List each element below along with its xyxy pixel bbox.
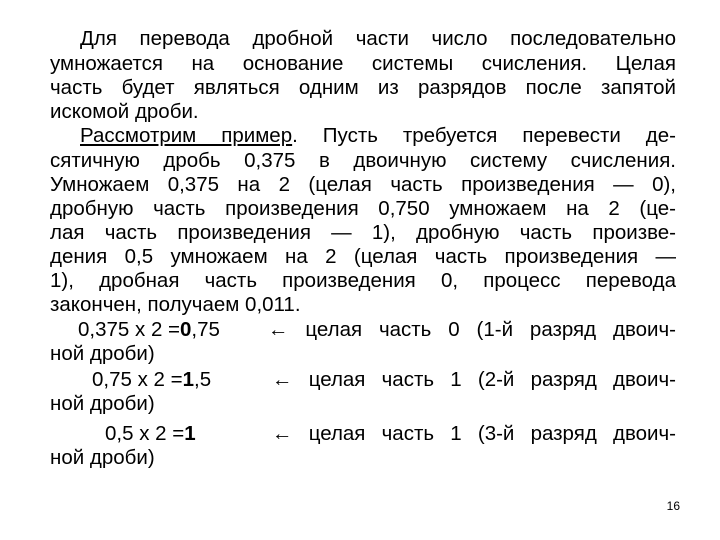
para2-line-5: лая часть произведения — 1), дробную часть произве- — [50, 221, 676, 244]
para2-line-1-rest: . Пусть требуется перевести де- — [292, 124, 676, 147]
example-row-1 — [50, 318, 676, 342]
example-2-continuation: ной дроби) — [50, 392, 155, 415]
example-row-3 — [50, 422, 676, 446]
example-1-continuation: ной дроби) — [50, 342, 155, 365]
para2-line-1 — [50, 124, 676, 148]
example-3-note: ← целая часть 1 (3-й разряд двоич- — [272, 422, 676, 445]
example-heading-underlined: Рассмотрим пример — [80, 124, 293, 147]
para1-line-2: умножается на основание системы счисления. Целая — [50, 52, 676, 75]
example-row-2 — [50, 368, 676, 392]
para1-line-1: Для перевода дробной части число последовательно — [80, 27, 676, 50]
para2-line-4: дробную часть произведения 0,750 умножаем на 2 (це- — [50, 197, 676, 220]
example-1-expression: 0,375 x 2 =0,75 — [78, 318, 220, 341]
para2-line-7: 1), дробная часть произведения 0, процесс перевода — [50, 269, 676, 292]
example-3-continuation: ной дроби) — [50, 446, 155, 469]
para2-line-2: сятичную дробь 0,375 в двоичную систему счисления. — [50, 149, 676, 172]
example-1-note: ← целая часть 0 (1-й разряд двоич- — [268, 318, 676, 341]
page-number: 16 — [666, 499, 680, 513]
para1-line-4: искомой дроби. — [50, 100, 199, 123]
example-3-expression: 0,5 x 2 =1 — [105, 422, 196, 445]
para2-line-3: Умножаем 0,375 на 2 (целая часть произведения — 0), — [50, 173, 676, 196]
para2-line-8: закончен, получаем 0,011. — [50, 293, 301, 316]
example-2-note: ← целая часть 1 (2-й разряд двоич- — [272, 368, 676, 391]
example-2-expression: 0,75 x 2 =1,5 — [92, 368, 212, 391]
para2-line-6: дения 0,5 умножаем на 2 (целая часть произведения — — [50, 245, 676, 268]
para1-line-3: часть будет являться одним из разрядов после запятой — [50, 76, 676, 99]
